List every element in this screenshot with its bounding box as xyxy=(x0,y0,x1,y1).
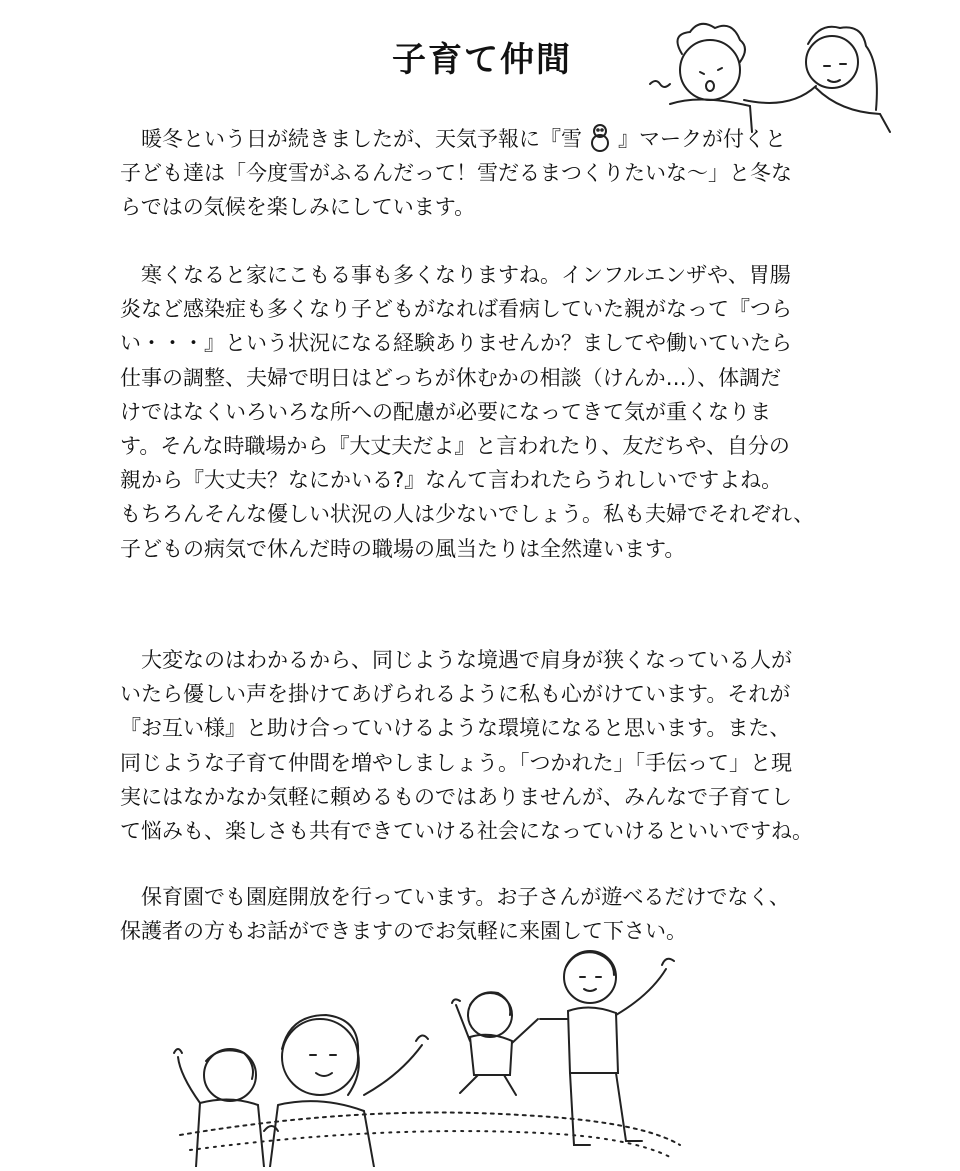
text-segment: 』マークが付くと xyxy=(618,127,786,151)
page-title: 子育て仲間 xyxy=(392,40,572,80)
text-line: らではの気候を楽しみにしています。 xyxy=(120,195,476,220)
text-line: い・・・』という状況になる経験ありませんか？ましてや働いていたら xyxy=(120,331,792,356)
text-line: もちろんそんな優しい状況の人は少ないでしょう。私も夫婦でそれぞれ、 xyxy=(120,502,815,527)
text-line: 『お互い様』と助け合っていけるような環境になると思います。また、 xyxy=(120,716,791,741)
family-illustration-bottom xyxy=(160,945,720,1167)
text-line: 保護者の方もお話ができますのでお気軽に来園して下さい。 xyxy=(120,919,687,944)
paragraph-3 xyxy=(120,643,880,848)
text-line: 寒くなると家にこもる事も多くなりますね。インフルエンザや、胃腸 xyxy=(120,263,791,287)
text-segment: 暖冬という日が続きましたが、天気予報に『雪 xyxy=(120,127,582,151)
text-line: 保育園でも園庭開放を行っています。お子さんが遊べるだけでなく、 xyxy=(120,885,790,909)
text-line: 子どもの病気で休んだ時の職場の風当たりは全然違います。 xyxy=(120,536,686,561)
text-line: て悩みも、楽しさも共有できていける社会になっていけるといいですね。 xyxy=(120,819,813,844)
snowman-icon xyxy=(586,122,614,152)
paragraph-2 xyxy=(120,258,880,566)
text-line: 炎など感染症も多くなり子どもがなれば看病していた親がなって『つら xyxy=(120,297,792,322)
text-line: 大変なのはわかるから、同じような境遇で肩身が狭くなっている人が xyxy=(120,648,792,672)
text-line: けではなくいろいろな所への配慮が必要になってきて気が重くなりま xyxy=(120,399,771,424)
text-line: 親から『大丈夫？なにかいる?』なんて言われたらうれしいですよね。 xyxy=(120,468,783,493)
text-line: す。そんな時職場から『大丈夫だよ』と言われたり、友だちや、自分の xyxy=(120,434,790,459)
paragraph-4 xyxy=(120,880,880,948)
text-line: 実にはなかなか気軽に頼めるものではありませんが、みんなで子育てし xyxy=(120,784,792,809)
text-line: 同じような子育て仲間を増やしましょう。「つかれた」「手伝って」と現 xyxy=(120,750,792,775)
children-illustration-top xyxy=(640,14,940,134)
text-line: いたら優しい声を掛けてあげられるように私も心がけています。それが xyxy=(120,682,791,707)
paragraph-1 xyxy=(120,122,880,225)
text-line xyxy=(120,122,880,156)
text-line: 仕事の調整、夫婦で明日はどっちが休むかの相談（けんか…）、体調だ xyxy=(120,365,782,390)
text-line: 子ども達は「今度雪がふるんだって！雪だるまつくりたいな～」と冬な xyxy=(120,161,792,186)
